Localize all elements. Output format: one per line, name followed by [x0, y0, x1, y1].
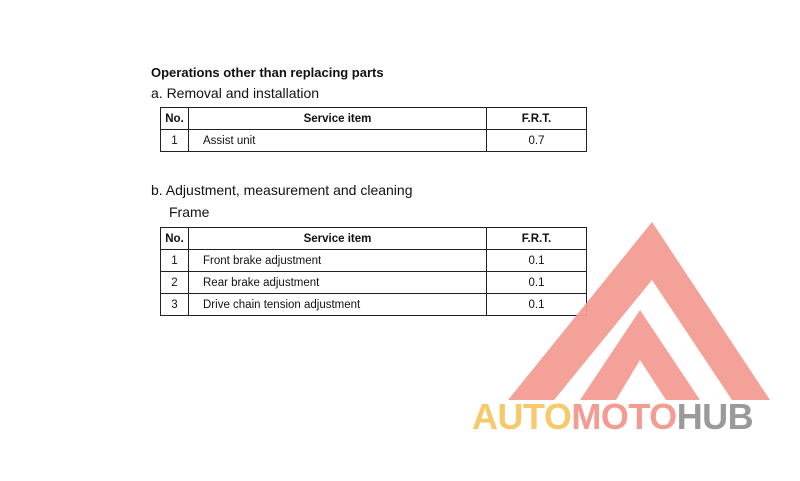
header-frt: F.R.T.: [487, 108, 587, 130]
cell-service-item: Drive chain tension adjustment: [189, 294, 487, 316]
cell-service-item: Assist unit: [189, 130, 487, 152]
cell-frt: 0.1: [487, 272, 587, 294]
watermark-hub: HUB: [676, 396, 754, 437]
header-frt: F.R.T.: [487, 228, 587, 250]
watermark-auto: AUTO: [472, 396, 572, 437]
cell-frt: 0.7: [487, 130, 587, 152]
page-heading: Operations other than replacing parts: [151, 65, 384, 80]
removal-installation-table: [160, 107, 587, 152]
header-service-item: Service item: [189, 228, 487, 250]
cell-frt: 0.1: [487, 294, 587, 316]
watermark-text: [472, 396, 753, 438]
cell-no: 3: [161, 294, 189, 316]
watermark-moto: MOTO: [571, 396, 677, 437]
cell-service-item: Front brake adjustment: [189, 250, 487, 272]
header-service-item: Service item: [189, 108, 487, 130]
cell-no: 1: [161, 250, 189, 272]
section-a-title: a. Removal and installation: [151, 85, 320, 101]
table-row: [161, 130, 587, 152]
cell-no: 1: [161, 130, 189, 152]
table-header-row: [161, 108, 587, 130]
cell-service-item: Rear brake adjustment: [189, 272, 487, 294]
cell-frt: 0.1: [487, 250, 587, 272]
cell-no: 2: [161, 272, 189, 294]
header-no: No.: [161, 228, 189, 250]
header-no: No.: [161, 108, 189, 130]
section-b-subtitle: Frame: [169, 204, 210, 220]
section-b-title: b. Adjustment, measurement and cleaning: [151, 182, 413, 198]
